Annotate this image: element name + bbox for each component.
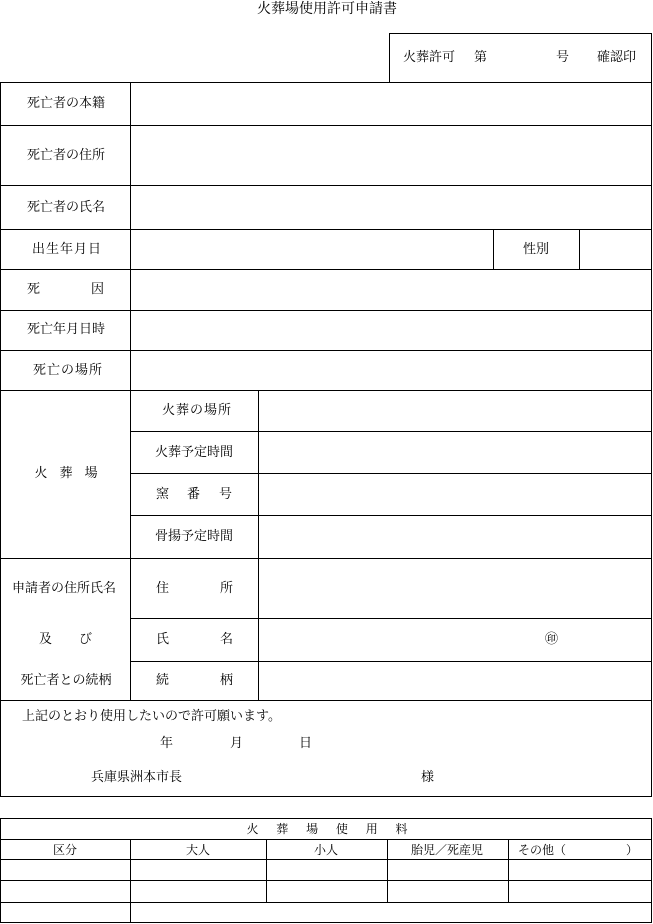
- permit-number-suffix: 号: [556, 50, 570, 65]
- deceased-address-label: 死亡者の住所: [26, 148, 106, 163]
- bone-collection-time-label: 骨揚予定時間: [154, 529, 234, 544]
- date-day-label: 日: [299, 736, 313, 751]
- seal-mark: ㊞: [545, 632, 559, 647]
- fee-header-other: その他（ ）: [517, 843, 639, 857]
- cause-label-1: 死: [27, 282, 41, 297]
- addressee: 兵庫県洲本市長: [91, 770, 183, 785]
- permit-label: 火葬許可: [403, 50, 456, 65]
- row-sep: [130, 431, 652, 432]
- fee-table-top: [0, 818, 652, 819]
- cause-label-2: 因: [91, 282, 105, 297]
- fee-table-row-sep: [0, 859, 652, 860]
- permit-box-left: [389, 33, 390, 82]
- kiln-label-3: 号: [219, 487, 233, 502]
- crematorium-label: 火 葬 場: [34, 466, 98, 481]
- row-sep: [0, 390, 652, 391]
- permit-number-prefix: 第: [474, 50, 488, 65]
- applicant-label-1: 申請者の住所氏名: [11, 581, 117, 596]
- fee-table-col-sep: [266, 839, 267, 902]
- form-left-border: [0, 82, 1, 797]
- date-month-label: 月: [230, 736, 244, 751]
- row-sep: [0, 229, 652, 230]
- row-sep: [0, 558, 652, 559]
- form-top-border: [0, 82, 652, 83]
- applicant-label-2a: 及: [39, 632, 53, 647]
- birth-date-label: 出生年月日: [31, 242, 103, 257]
- row-sep: [0, 350, 652, 351]
- applicant-label-2b: び: [79, 632, 93, 647]
- fee-table-title: 火 葬 場 使 用 料: [246, 822, 408, 836]
- fee-table-row-sep: [0, 902, 652, 903]
- kiln-label-2: 番: [187, 487, 201, 502]
- row-sep: [130, 661, 652, 662]
- relation-label-2: 柄: [220, 673, 234, 688]
- cremation-place-label: 火葬の場所: [161, 403, 233, 418]
- honseki-label: 死亡者の本籍: [26, 96, 106, 111]
- gender-divider-right: [579, 229, 580, 269]
- row-sep: [130, 473, 652, 474]
- kiln-label-1: 窯: [156, 487, 170, 502]
- date-year-label: 年: [160, 736, 174, 751]
- applicant-label-3: 死亡者との続柄: [20, 673, 112, 688]
- addressee-honorific: 様: [421, 770, 435, 785]
- fee-header-category: 区分: [52, 843, 78, 857]
- fee-table-col-sep: [130, 839, 131, 923]
- fee-header-fetus: 胎児／死産児: [410, 843, 484, 857]
- permit-box-top: [389, 33, 652, 34]
- relation-label-1: 続: [156, 673, 170, 688]
- gender-label: 性別: [522, 242, 550, 257]
- row-sep: [0, 700, 652, 701]
- applicant-address-label-1: 住: [156, 581, 170, 596]
- applicant-address-label-2: 所: [220, 581, 234, 596]
- applicant-name-label-1: 氏: [156, 632, 170, 647]
- row-sep: [0, 269, 652, 270]
- request-statement: 上記のとおり使用したいので許可願います。: [22, 709, 281, 724]
- page-title: 火葬場使用許可申請書: [257, 1, 397, 17]
- fee-header-adult: 大人: [185, 843, 211, 857]
- fee-table-row-sep: [0, 839, 652, 840]
- row-sep: [0, 185, 652, 186]
- form-right-border: [651, 82, 652, 797]
- fee-table-col-sep: [387, 839, 388, 902]
- permit-box-right: [651, 33, 652, 82]
- fee-table-right: [651, 818, 652, 923]
- fee-header-child: 小人: [313, 843, 339, 857]
- confirm-seal-label: 確認印: [597, 50, 637, 65]
- fee-table-col-sep: [508, 839, 509, 902]
- row-sep: [0, 125, 652, 126]
- row-sep: [130, 515, 652, 516]
- form-bottom-border: [0, 796, 652, 797]
- fee-table-row-sep: [0, 880, 652, 881]
- row-sep: [0, 310, 652, 311]
- applicant-name-label-2: 名: [220, 632, 234, 647]
- cremation-time-label: 火葬予定時間: [154, 445, 234, 460]
- death-datetime-label: 死亡年月日時: [26, 322, 106, 337]
- death-place-label: 死亡の場所: [32, 363, 104, 378]
- gender-divider-left: [493, 229, 494, 269]
- sub-label-column-divider: [258, 390, 259, 700]
- label-column-divider: [130, 82, 131, 700]
- row-sep: [130, 618, 652, 619]
- fee-table-bottom: [0, 922, 652, 923]
- fee-table-left: [0, 818, 1, 923]
- deceased-name-label: 死亡者の氏名: [26, 200, 106, 215]
